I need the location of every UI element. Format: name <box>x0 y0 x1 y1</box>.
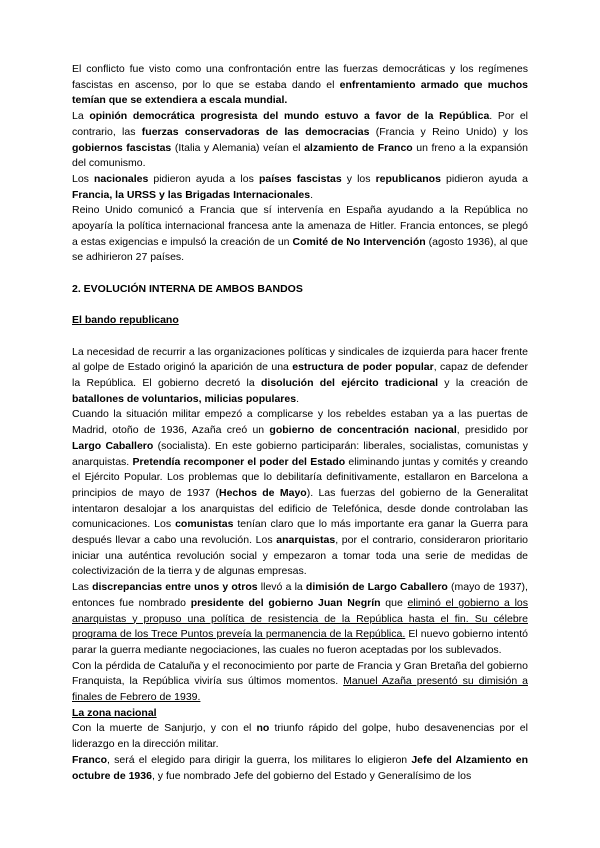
text-run: (Italia y Alemania) veían el <box>171 141 305 154</box>
text-run: Francia, la URSS y las Brigadas Internacionales <box>72 188 311 201</box>
text-run: nacionales <box>94 172 149 185</box>
text-run: Jefe del Alzamiento en octubre de 1936 <box>72 753 529 782</box>
text-run: . <box>296 392 299 405</box>
text-run: 2. EVOLUCIÓN INTERNA DE AMBOS BANDOS <box>72 282 303 295</box>
text-run: (socialista). En este gobierno participarán: liberales, socialistas, comunistas y anarquistas. <box>72 439 529 468</box>
text-run: (Francia y Reino Unido) y los <box>369 125 528 138</box>
section-subheading <box>72 706 528 722</box>
paragraph <box>72 172 528 203</box>
text-run: Largo Caballero <box>72 439 154 452</box>
text-run: republicanos <box>375 172 441 185</box>
paragraph <box>72 203 528 266</box>
text-run: enfrentamiento armado que muchos temían que se extendiera a escala mundial. <box>72 78 529 107</box>
text-run: La zona nacional <box>72 706 157 719</box>
text-run: Franco <box>72 753 108 766</box>
blank-line <box>72 329 528 345</box>
paragraph <box>72 659 528 706</box>
text-run: Los <box>72 172 95 185</box>
text-run: y los <box>341 172 376 185</box>
text-run: , y fue nombrado Jefe del gobierno del Estado y Generalísimo de los <box>151 769 472 782</box>
text-run: y la creación de <box>438 377 528 390</box>
text-run: discrepancias entre unos y otros <box>92 581 258 594</box>
text-run: eliminó el gobierno a los anarquistas y propuso una política de resistencia de la República hasta el fin. Su célebre programa de los Trece Puntos preveía la permanencia de la República. <box>72 596 529 641</box>
text-run: estructura de poder popular <box>292 361 434 374</box>
text-run: El conflicto fue visto como una confrontación entre las fuerzas democráticas y los regímenes fascistas en ascenso, por lo que se estaba dando el <box>72 63 528 91</box>
paragraph <box>72 407 528 580</box>
text-run: comunistas <box>175 518 234 531</box>
text-run: Hechos de Mayo <box>218 486 307 499</box>
text-run: . <box>310 188 314 201</box>
text-run: pidieron ayuda a <box>440 172 528 185</box>
text-run: , será el elegido para dirigir la guerra, los militares lo eligieron <box>107 753 412 766</box>
paragraph <box>72 62 528 109</box>
text-run: batallones de voluntarios, milicias populares <box>72 392 297 405</box>
text-run: , por el contrario, consideraron prioritario iniciar una auténtica revolución social y empezaron a tomar toda una serie de medidas de colectivización de la tierra y de algunas empresas. <box>72 534 529 578</box>
text-run: alzamiento de Franco <box>304 141 413 154</box>
text-run: (mayo de 1937), entonces fue nombrado <box>72 581 528 609</box>
text-run: La necesidad de recurrir a las organizaciones políticas y sindicales de izquierda para hacer frente al golpe de Estado originó la aparición de una <box>72 345 528 374</box>
text-run: gobierno de concentración nacional <box>269 424 457 437</box>
text-run: eliminando juntas y comités y creando el Ejército Popular. Los problemas que lo debilitaría definitivamente, estallaron en Barcelona a principios de mayo de 1937 ( <box>72 455 528 499</box>
text-run: Cuando la situación militar empezó a complicarse y los rebeldes estaban ya a las puertas de Madrid, otoño de 1936, Azaña creó un <box>72 408 528 437</box>
text-run: fuerzas conservadoras de las democracias <box>141 125 370 138</box>
text-run: que <box>380 596 408 609</box>
text-run: Comité de No Intervención <box>292 235 426 248</box>
paragraph <box>72 580 528 659</box>
paragraph <box>72 109 528 172</box>
text-run: gobiernos fascistas <box>72 141 172 154</box>
text-run: ). Las fuerzas del gobierno de la Generalitat intentaron desalojar a los anarquistas del edificio de Telefónica, desde donde controlaban las comunicaciones. Los <box>72 486 528 531</box>
text-run: Con la muerte de Sanjurjo, y con el <box>72 722 257 735</box>
text-run: Manuel Azaña presentó su dimisión a finales de Febrero de 1939. <box>72 675 528 704</box>
text-run: , capaz de defender la República. El gobierno decretó la <box>72 361 528 390</box>
text-run: presidente del gobierno Juan Negrín <box>190 596 381 609</box>
text-run: (agosto 1936), al que se adhirieron 27 países. <box>72 235 529 264</box>
text-run: La <box>72 110 90 123</box>
text-run: El nuevo gobierno intentó parar la guerra mediante negociaciones, las cuales no fueron aceptadas por los sublevados. <box>72 628 528 656</box>
section-subheading <box>72 313 528 329</box>
text-run: disolución del ejército tradicional <box>260 377 438 390</box>
text-run: . Por el contrario, las <box>72 110 528 138</box>
text-run: Pretendía recomponer el poder del Estado <box>132 455 346 468</box>
text-run: un freno a la expansión del comunismo. <box>72 141 528 170</box>
text-run: triunfo rápido del golpe, hubo desavenencias por el liderazgo en la dirección militar. <box>72 722 528 751</box>
text-run: Con la pérdida de Cataluña y el reconocimiento por parte de Francia y Gran Bretaña del gobierno Franquista, la República viviría sus últimos momentos. <box>72 659 528 688</box>
text-run: , presidido por <box>456 424 529 437</box>
blank-line <box>72 298 528 314</box>
document-body <box>72 62 528 784</box>
text-run: tenían claro que lo más importante era ganar la Guerra para después llevar a cabo una revolución. Los <box>72 518 528 547</box>
text-run: no <box>256 722 270 735</box>
text-run: pidieron ayuda a los <box>148 172 259 185</box>
text-run: Las <box>72 581 93 594</box>
paragraph <box>72 345 528 408</box>
text-run: países fascistas <box>258 172 342 185</box>
text-run: El bando republicano <box>72 314 179 327</box>
text-run: dimisión de Largo Caballero <box>305 581 448 594</box>
paragraph <box>72 753 528 784</box>
text-run: Reino Unido comunicó a Francia que sí intervenía en España ayudando a la República no apoyaría la política internacional francesa ante la amenaza de Hitler. Francia entonces, se plegó a estas exigencias e impulsó la creación de un <box>72 204 528 248</box>
paragraph <box>72 721 528 752</box>
text-run: llevó a la <box>257 581 306 594</box>
blank-line <box>72 266 528 282</box>
section-heading <box>72 282 528 298</box>
text-run: anarquistas <box>276 534 336 547</box>
text-run: opinión democrática progresista del mundo estuvo a favor de la República <box>89 110 490 123</box>
